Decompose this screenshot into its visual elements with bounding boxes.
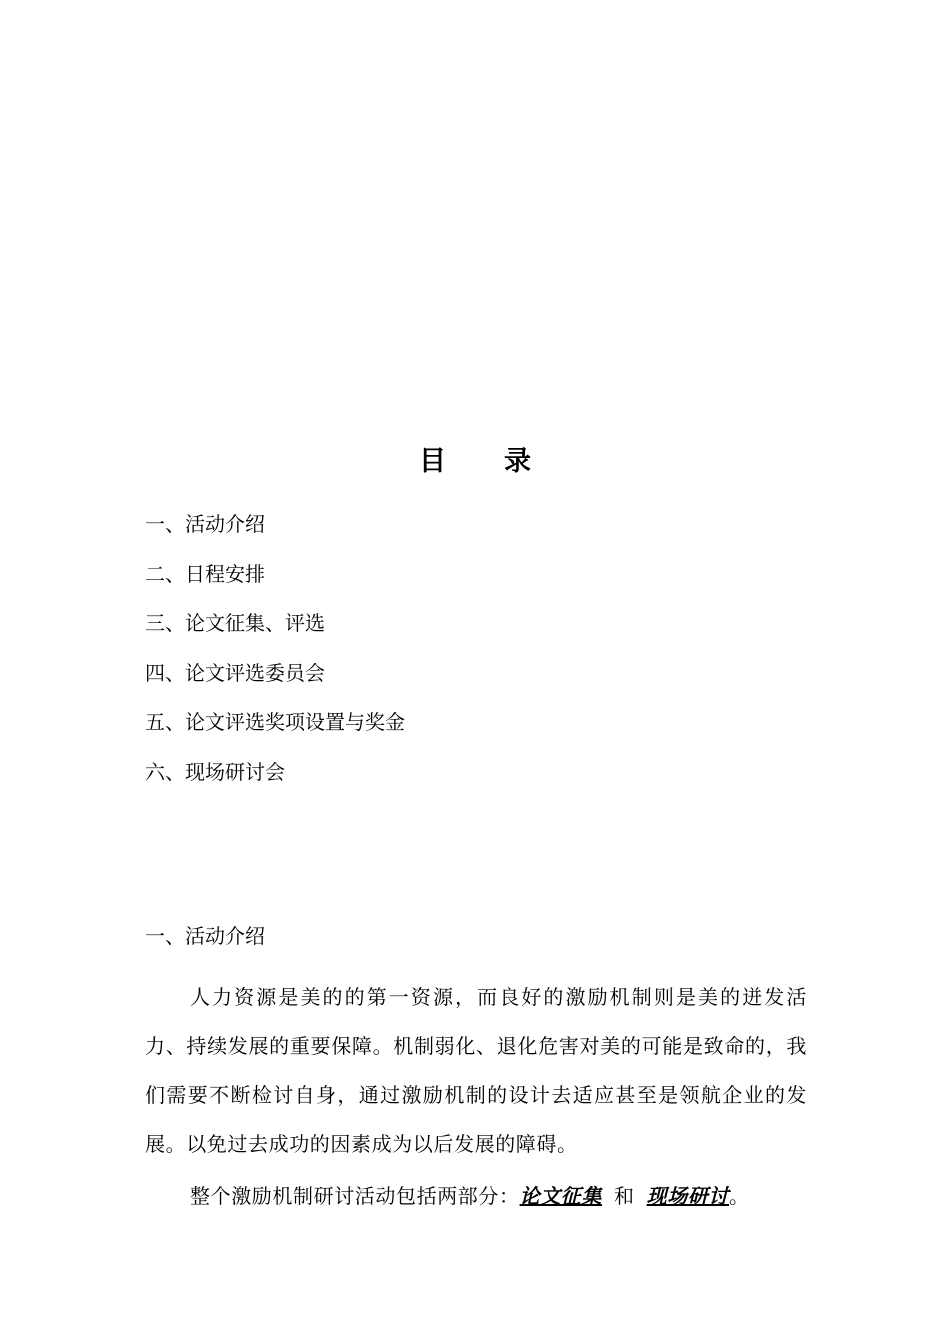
- intro-paragraph: 人力资源是美的的第一资源，而良好的激励机制则是美的迸发活力、持续发展的重要保障。机制弱化、退化危害对美的可能是致命的，我们需要不断检讨自身，通过激励机制的设计去适应甚至是领航企业的发展。以免过去成功的因素成为以后发展的障碍。: [145, 985, 807, 1156]
- toc-item-paper-collection[interactable]: 三、论文征集、评选: [145, 611, 325, 636]
- toc-item-activity-intro[interactable]: 一、活动介绍: [145, 512, 265, 536]
- toc-item-seminar[interactable]: 六、现场研讨会: [145, 759, 285, 784]
- parts-prefix: 整个激励机制研讨活动包括两部分：: [190, 1184, 520, 1208]
- toc-item-review-committee[interactable]: 四、论文评选委员会: [145, 660, 325, 685]
- term-paper-collection: 论文征集: [519, 1184, 603, 1208]
- term-onsite-seminar: 现场研讨: [646, 1184, 730, 1208]
- parts-suffix: 。: [729, 1184, 750, 1208]
- toc-title-char-1: 目: [419, 446, 446, 477]
- parts-paragraph: [145, 1172, 807, 1221]
- toc-title: [0, 444, 950, 480]
- section-heading-activity-intro: 一、活动介绍: [145, 924, 265, 948]
- toc-item-awards[interactable]: 五、论文评选奖项设置与奖金: [145, 710, 405, 735]
- toc-item-schedule[interactable]: 二、日程安排: [145, 561, 265, 586]
- parts-conjunction: 和: [614, 1184, 635, 1208]
- toc-title-char-2: 录: [504, 446, 531, 477]
- toc-list: [145, 508, 405, 806]
